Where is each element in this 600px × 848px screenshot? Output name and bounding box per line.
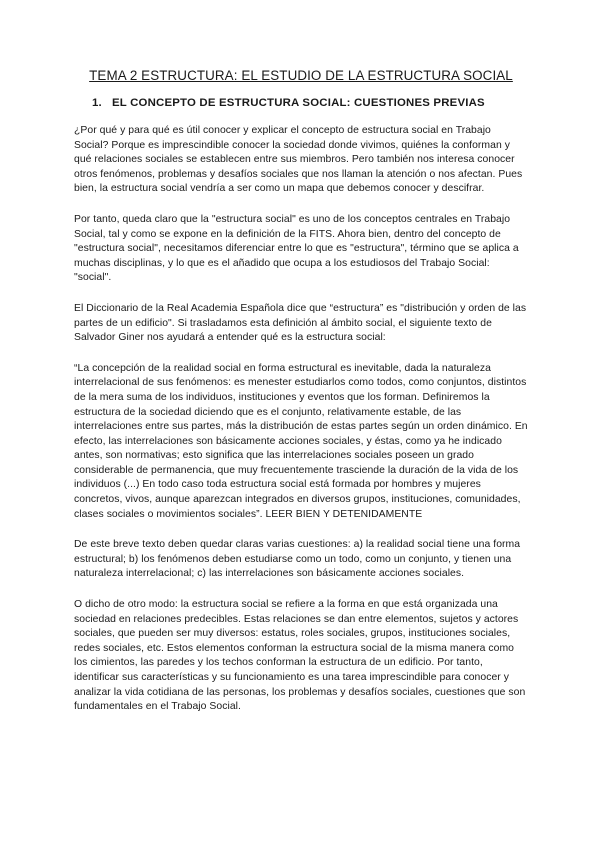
paragraph-intro: ¿Por qué y para qué es útil conocer y explicar el concepto de estructura social en Trabajo Social? Porque es imprescindible conocer la sociedad donde vivimos, quiénes la conforman y qué relaciones sociales se establecen entre sus miembros. Pero también nos interesa conocer otros fenómenos, problemas y desafíos sociales que nos llaman la atención o nos afectan. Pues bien, la estructura social vendría a ser como un mapa que debemos conocer y descifrar.	[74, 125, 523, 195]
section-number: 1.	[92, 97, 102, 109]
document-title: TEMA 2 ESTRUCTURA: EL ESTUDIO DE LA ESTRUCTURA SOCIAL	[89, 68, 513, 83]
paragraph-concept: Por tanto, queda claro que la "estructura social" es uno de los conceptos centrales en Trabajo Social, tal y como se expone en la definición de la FITS. Ahora bien, dentro del concepto de "estructura social", necesitamos diferenciar entre lo que es "estructura", término que se aplica a muchas disciplinas, y lo que es el añadido que ocupa a los estudiosos del Trabajo Social: "social".	[74, 213, 519, 284]
paragraph-summary: De este breve texto deben quedar claras varias cuestiones: a) la realidad social tiene una forma estructural; b) los fenómenos deben estudiarse como un todo, como un conjunto, y tienen una naturaleza interrelacional; c) las interrelaciones son básicamente acciones sociales.	[74, 539, 521, 580]
section-heading	[92, 97, 528, 109]
paragraph-rae-definition: El Diccionario de la Real Academia Española dice que “estructura” es "distribución y orden de las partes de un edificio". Si trasladamos esta definición al ámbito social, el siguiente texto de Salvador Giner nos ayudará a entender qué es la estructura social:	[74, 302, 527, 344]
section-heading-text: EL CONCEPTO DE ESTRUCTURA SOCIAL: CUESTIONES PREVIAS	[112, 97, 485, 109]
paragraph-giner-quote: “La concepción de la realidad social en forma estructural es inevitable, dada la naturaleza interrelacional de sus fenómenos: es menester estudiarlos como todos, como conjuntos, distintos de la mera suma de los individuos, instituciones y eventos que los forman. Definiremos la estructura de la sociedad diciendo que es el conjunto, relativamente estable, de las interrelaciones entre sus partes, más la distribución de estas partes según un orden dinámico. En efecto, las interrelaciones son básicamente acciones sociales, y éstas, como ya he indicado antes, son normativas; esto significa que las interrelaciones sociales poseen un grado considerable de permanencia, que muy frecuentemente trasciende la duración de la vida de los individuos (...) En todo caso toda estructura social está formada por hombres y mujeres concretos, vivos, aunque aparezcan integrados en diversos grupos, instituciones, comunidades, clases sociales o movimientos sociales”. LEER BIEN Y DETENIDAMENTE	[74, 362, 528, 520]
paragraph-conclusion: O dicho de otro modo: la estructura social se refiere a la forma en que está organizada una sociedad en relaciones predecibles. Estas relaciones se dan entre elementos, sujetos y actores sociales, que pueden ser muy diversos: estatus, roles sociales, grupos, instituciones sociales, redes sociales, etc. Estos elementos conforman la estructura social de la misma manera como los cimientos, las paredes y los techos conforman la estructura de un edificio. Por tanto, identificar sus características y su funcionamiento es una tarea imprescindible para conocer y analizar la vida cotidiana de las personas, los problemas y desafíos sociales, cuestiones que son fundamentales en el Trabajo Social.	[74, 599, 526, 713]
